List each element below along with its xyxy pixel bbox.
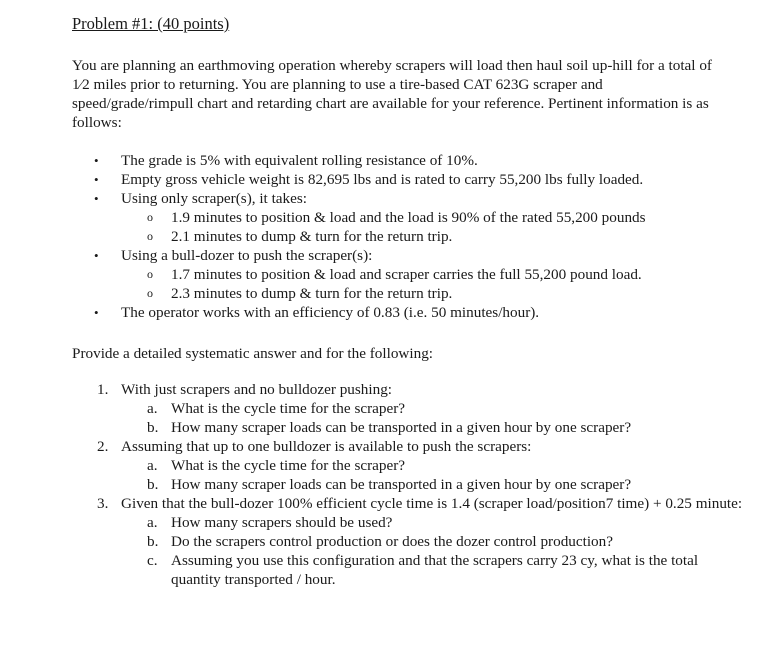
sub-question-text: What is the cycle time for the scraper? (171, 457, 406, 474)
bullet-icon: • (94, 248, 99, 263)
question-list (72, 380, 762, 589)
sub-question-item (72, 456, 762, 475)
question-text: Assuming that up to one bulldozer is available to push the scrapers: (121, 438, 532, 455)
sub-bullet-text: 1.7 minutes to position & load and scraper carries the full 55,200 pound load. (171, 266, 642, 283)
sub-question-text: How many scraper loads can be transported in a given hour by one scraper? (171, 419, 632, 436)
sub-question-label: a. (147, 457, 158, 474)
sub-question-text: Do the scrapers control production or does the dozer control production? (171, 533, 613, 550)
question-text: With just scrapers and no bulldozer pushing: (121, 381, 393, 398)
sub-question-text: What is the cycle time for the scraper? (171, 400, 406, 417)
sub-question-label: b. (147, 476, 159, 493)
sub-question-text: Assuming you use this configuration and that the scrapers carry 23 cy, what is the total quantity transported / hour. (171, 552, 699, 588)
sub-bullet-item (72, 227, 752, 246)
bullet-icon: • (94, 191, 99, 206)
sub-bullet-item (72, 208, 752, 227)
sub-question-text: How many scraper loads can be transported in a given hour by one scraper? (171, 476, 632, 493)
sub-question-label: a. (147, 400, 158, 417)
sub-question-item (72, 551, 762, 589)
sub-bullet-icon: o (147, 210, 153, 224)
bullet-icon: • (94, 305, 99, 320)
bullet-text: Using only scraper(s), it takes: (121, 190, 308, 207)
provide-heading: Provide a detailed systematic answer and for the following: (72, 345, 434, 362)
question-item (72, 494, 762, 513)
problem-title: Problem #1: (40 points) (72, 14, 230, 33)
question-item (72, 437, 762, 456)
bullet-item (72, 151, 752, 170)
bullet-item (72, 246, 752, 265)
question-text: Given that the bull-dozer 100% efficient cycle time is 1.4 (scraper load/position7 time) + 0.25 minute: (121, 495, 743, 512)
sub-question-item (72, 532, 762, 551)
sub-bullet-text: 1.9 minutes to position & load and the load is 90% of the rated 55,200 pounds (171, 209, 646, 226)
sub-bullet-icon: o (147, 286, 153, 300)
sub-question-label: a. (147, 514, 158, 531)
bullet-list (72, 151, 752, 322)
sub-bullet-text: 2.1 minutes to dump & turn for the return trip. (171, 228, 453, 245)
question-number: 1. (97, 381, 109, 398)
question-number: 3. (97, 495, 109, 512)
sub-bullet-text: 2.3 minutes to dump & turn for the return trip. (171, 285, 453, 302)
sub-bullet-icon: o (147, 267, 153, 281)
bullet-item (72, 170, 752, 189)
problem-intro: You are planning an earthmoving operation whereby scrapers will load then haul soil up-hill for a total of 1⁄2 miles prior to returning. You are planning to use a tire-based CAT 623G scraper and speed/grade/rimpull chart and retarding chart are available for your reference. Pertinent information is as follows: (72, 57, 712, 131)
sub-question-text: How many scrapers should be used? (171, 514, 393, 531)
sub-question-item (72, 399, 762, 418)
bullet-text: Using a bull-dozer to push the scraper(s): (121, 247, 373, 264)
sub-question-label: c. (147, 552, 158, 569)
bullet-item (72, 189, 752, 208)
sub-question-label: b. (147, 533, 159, 550)
sub-bullet-item (72, 284, 752, 303)
bullet-icon: • (94, 153, 99, 168)
bullet-text: The grade is 5% with equivalent rolling resistance of 10%. (121, 152, 478, 169)
bullet-icon: • (94, 172, 99, 187)
sub-question-item (72, 513, 762, 532)
sub-question-item (72, 475, 762, 494)
sub-question-item (72, 418, 762, 437)
sub-bullet-item (72, 265, 752, 284)
bullet-item (72, 303, 752, 322)
question-item (72, 380, 762, 399)
bullet-text: The operator works with an efficiency of 0.83 (i.e. 50 minutes/hour). (121, 304, 540, 321)
sub-question-label: b. (147, 419, 159, 436)
bullet-text: Empty gross vehicle weight is 82,695 lbs and is rated to carry 55,200 lbs fully loaded. (121, 171, 644, 188)
question-number: 2. (97, 438, 109, 455)
sub-bullet-icon: o (147, 229, 153, 243)
